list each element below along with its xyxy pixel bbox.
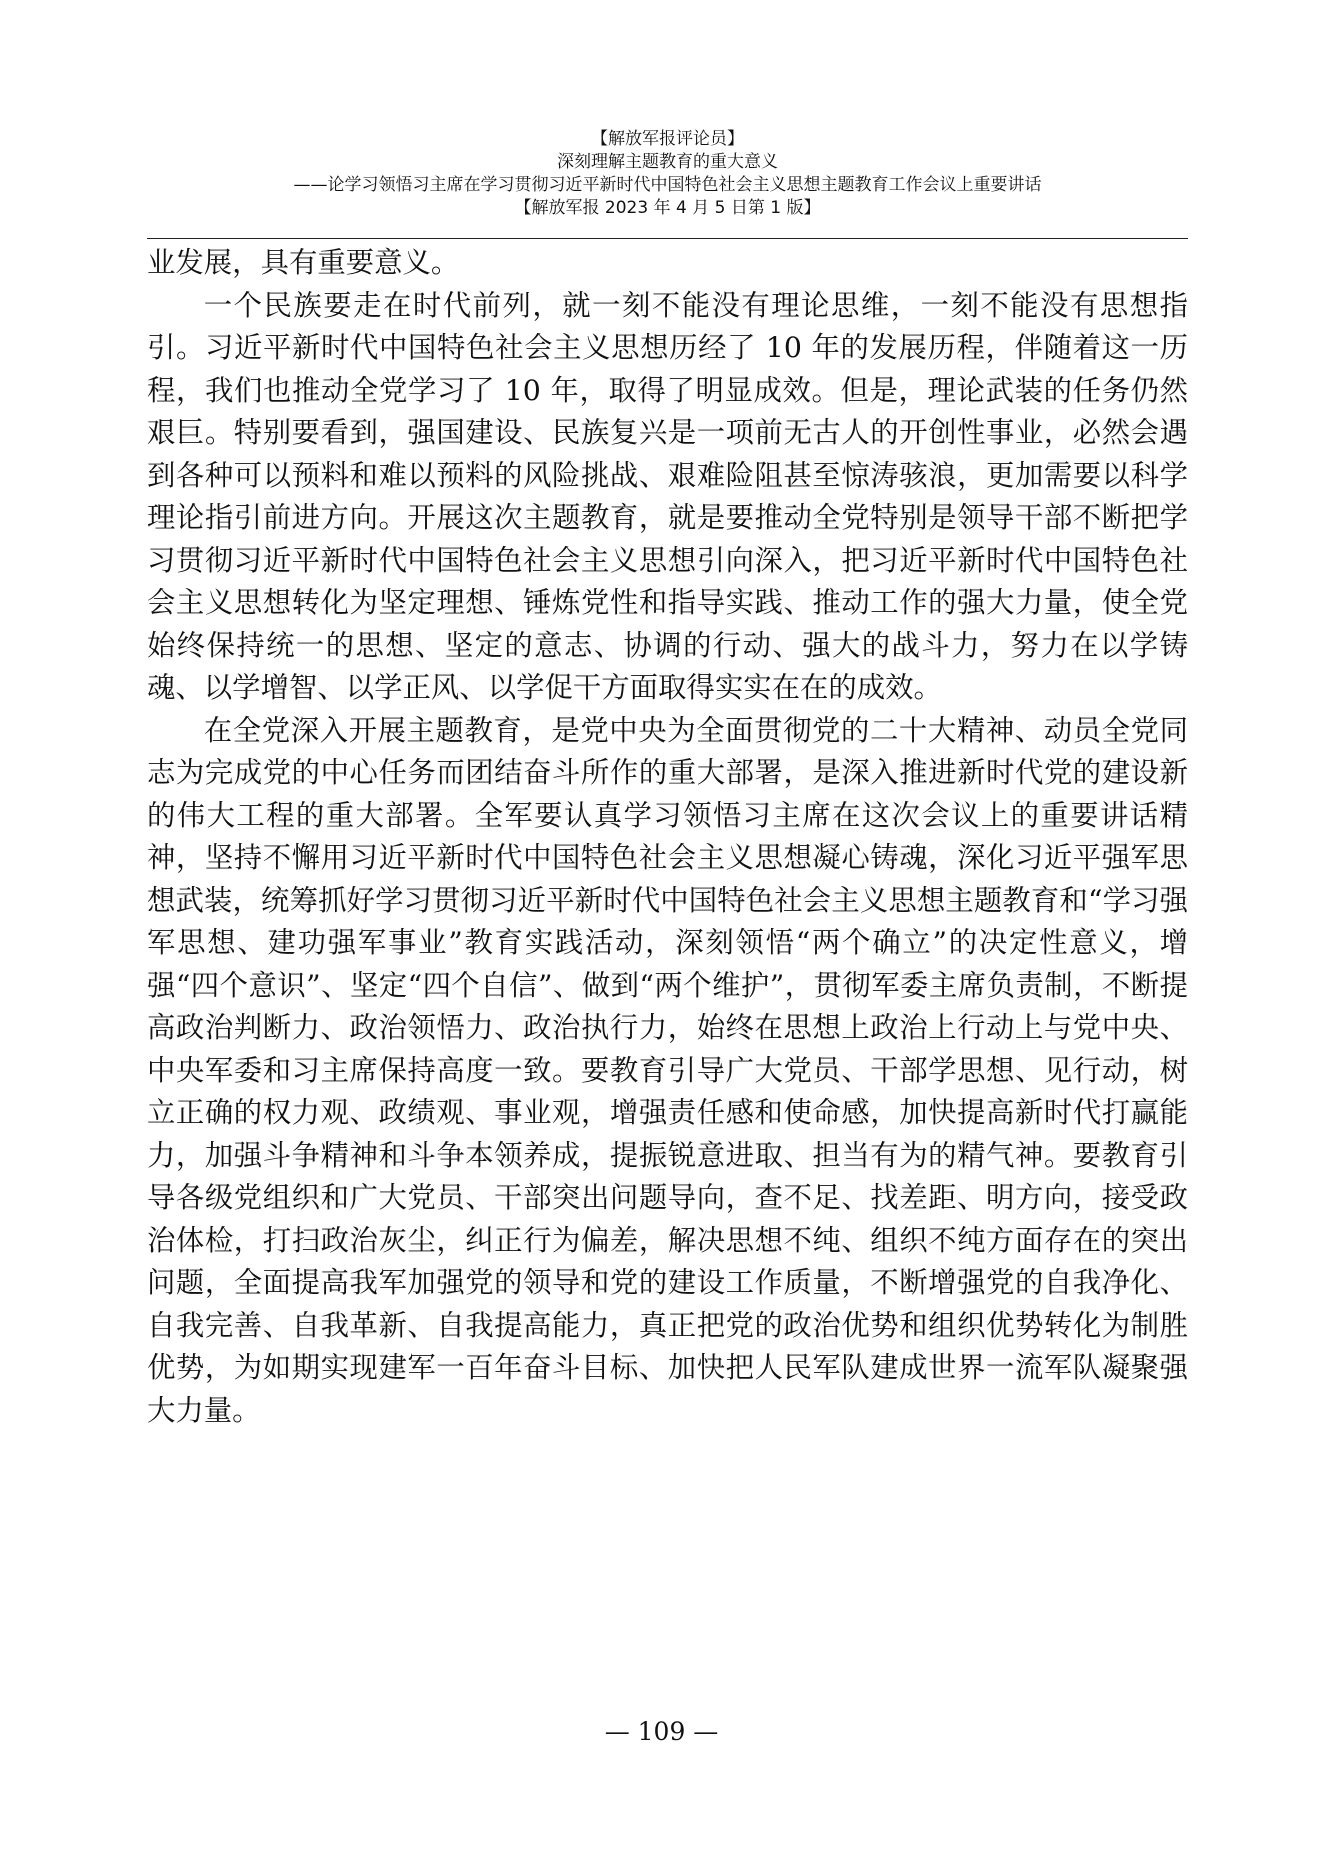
header-article-subtitle: ——论学习领悟习主席在学习贯彻习近平新时代中国特色社会主义思想主题教育工作会议上重要讲话 (293, 175, 1042, 195)
article-body (147, 242, 1188, 1432)
paragraph: 一个民族要走在时代前列，就一刻不能没有理论思维，一刻不能没有思想指引。习近平新时代中国特色社会主义思想历经了 10 年的发展历程，伴随着这一历程，我们也推动全党学习了 10 年，取得了明显成效。但是，理论武装的任务仍然艰巨。特别要看到，强国建设、民族复兴是一项前无古人的开创性事业，必然会遇到各种可以预料和难以预料的风险挑战、艰难险阻甚至惊涛骇浪，更加需要以科学理论指引前进方向。开展这次主题教育，就是要推动全党特别是领导干部不断把学习贯彻习近平新时代中国特色社会主义思想引向深入，把习近平新时代中国特色社会主义思想转化为坚定理想、锤炼党性和指导实践、推动工作的强大力量，使全党始终保持统一的思想、坚定的意志、协调的行动、强大的战斗力，努力在以学铸魂、以学增智、以学正风、以学促干方面取得实实在在的成效。 (147, 288, 1188, 704)
header-source-tag: 【解放军报评论员】 (591, 129, 744, 149)
header-article-title: 深刻理解主题教育的重大意义 (557, 152, 778, 172)
header-divider (147, 238, 1188, 239)
header-publication-date: 【解放军报 2023 年 4 月 5 日第 1 版】 (514, 198, 821, 218)
page-header (147, 128, 1188, 220)
paragraph-continuation: 业发展，具有重要意义。 (147, 246, 460, 279)
paragraph: 在全党深入开展主题教育，是党中央为全面贯彻党的二十大精神、动员全党同志为完成党的中心任务而团结奋斗所作的重大部署，是深入推进新时代党的建设新的伟大工程的重大部署。全军要认真学习领悟习主席在这次会议上的重要讲话精神，坚持不懈用习近平新时代中国特色社会主义思想凝心铸魂，深化习近平强军思想武装，统筹抓好学习贯彻习近平新时代中国特色社会主义思想主题教育和“学习强军思想、建功强军事业”教育实践活动，深刻领悟“两个确立”的决定性意义，增强“四个意识”、坚定“四个自信”、做到“两个维护”，贯彻军委主席负责制，不断提高政治判断力、政治领悟力、政治执行力，始终在思想上政治上行动上与党中央、中央军委和习主席保持高度一致。要教育引导广大党员、干部学思想、见行动，树立正确的权力观、政绩观、事业观，增强责任感和使命感，加快提高新时代打赢能力，加强斗争精神和斗争本领养成，提振锐意进取、担当有为的精气神。要教育引导各级党组织和广大党员、干部突出问题导向，查不足、找差距、明方向，接受政治体检，打扫政治灰尘，纠正行为偏差，解决思想不纯、组织不纯方面存在的突出问题，全面提高我军加强党的领导和党的建设工作质量，不断增强党的自我净化、自我完善、自我革新、自我提高能力，真正把党的政治优势和组织优势转化为制胜优势，为如期实现建军一百年奋斗目标、加快把人民军队建成世界一流军队凝聚强大力量。 (147, 713, 1188, 1427)
page-number: — 109 — (604, 1717, 719, 1746)
